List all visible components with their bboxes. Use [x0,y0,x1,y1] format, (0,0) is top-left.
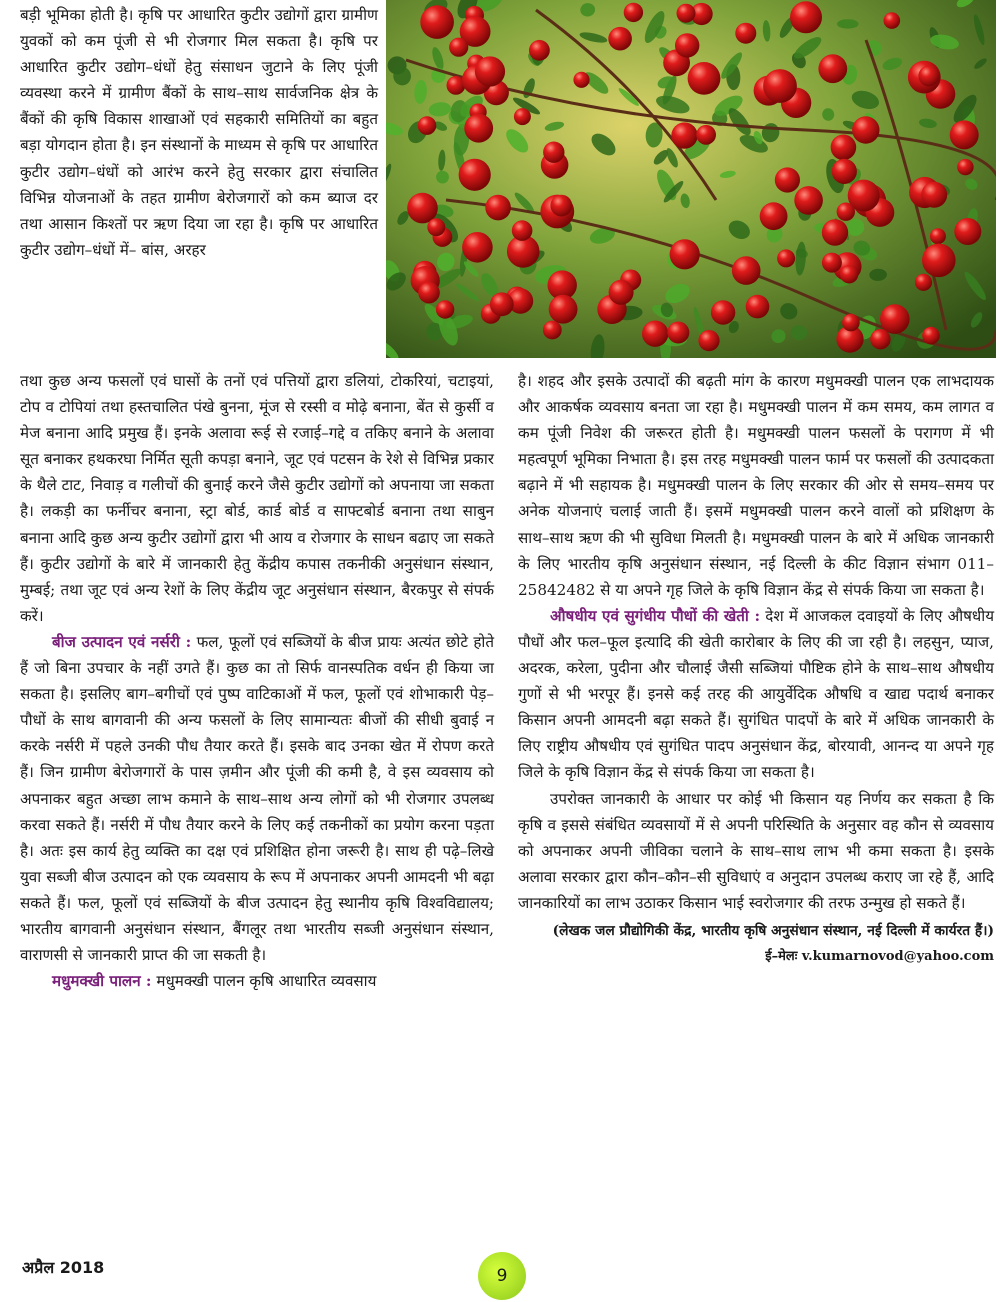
top-paragraph: बड़ी भूमिका होती है। कृषि पर आधारित कुटीर उद्योगों द्वारा ग्रामीण युवकों को कम पूंजी से भी रोजगार मिल सकता है। कृषि पर आधारित कुटीर उद्योग–धंधों हेतु संसाधन जुटाने के लिए पूंजी व्यवस्था करने में ग्रामीण बैंकों के साथ–साथ सार्वजनिक क्षेत्र के बैंकों की कृषि विकास शाखाओं एवं सहकारी समितियों का बहुत बड़ा योगदान होता है। इन संस्थानों के माध्यम से कृषि पर आधारित कुटीर उद्योग–धंधों को आरंभ करने हेतु सरकार द्वारा संचालित विभिन्न योजनाओं के तहत ग्रामीण बेरोजगारों को कम ब्याज दर तथा आसान किश्तों पर ऋण दिया जा रहा है। कृषि पर आधारित कुटीर उद्योग–धंधों में– बांस, अरहर [20,6,378,259]
berry-shape [550,195,572,217]
berry-shape [760,202,788,230]
page-number: 9 [478,1252,526,1300]
berry-shape [490,292,514,316]
herbal-text: देश में आजकल दवाइयों के लिए औषधीय पौधों और फल–फूल इत्यादि की खेती कारोबार के लिए की जा रही है। लहसुन, प्याज, अदरक, करेला, पुदीना और चौलाई जैसी सब्जियां पौष्टिक होने के साथ–साथ औषधीय गुणों से भी भरपूर हैं। इनसे कई तरह की आयुर्वेदिक औषधि व खाद्य पदार्थ बनाकर किसान अपनी आमदनी बढ़ा सकते हैं। सुगंधित पादपों के बारे में अधिक जानकारी के लिए राष्ट्रीय औषधीय एवं सुगंधित पादप अनुसंधान केंद्र, बोरयावी, आनन्द या अपने गृह जिले के कृषि विज्ञान केंद्र से संपर्क किया जा सकता है। [518,606,995,782]
berry-shape [608,27,632,51]
berry-shape [763,69,797,103]
berry-shape [529,40,550,61]
berry-shape [688,62,721,95]
berry-shape [543,142,564,163]
berry-shape [840,265,858,283]
berry-shape [922,327,940,345]
nursery-heading: बीज उत्पादन एवं नर्सरी : [52,632,192,651]
nursery-text: फल, फूलों एवं सब्जियों के बीज प्रायः अत्यंत छोटे होते हैं जो बिना उपचार के नहीं उगते हैं। कुछ का तो सिर्फ वानस्पतिक वर्धन ही किया जा सकता है। इसलिए बाग–बगीचों एवं पुष्प वाटिकाओं में फल, फूलों एवं शोभाकारी पेड़–पौधों के साथ बागवानी की अन्य फसलों के लिए सामान्यतः बीजों की सीधी बुवाई न करके नर्सरी में पहले उनकी पौध तैयार करते हैं। इसके बाद उनका खेत में रोपण करते हैं। जिन ग्रामीण बेरोजगारों के पास ज़मीन और पूंजी की कमी है, वे इस व्यवसाय को अपनाकर बहुत अच्छा लाभ कमाने के साथ–साथ अन्य लोगों को भी रोजगार उपलब्ध करवा सकते हैं। नर्सरी में पौध तैयार करने के लिए कई तकनीकों का प्रयोग करना पड़ता है। अतः इस कार्य हेतु व्यक्ति का दक्ष एवं प्रशिक्षित होना जरूरी है। साथ ही पढ़े–लिखे युवा सब्जी बीज उत्पादन को एक व्यवसाय के रूप में अपनाकर अपनी आमदनी भी बढ़ा सकते हैं। फल, फूलों एवं सब्जियों के बीज उत्पादन हेतु स्थानीय कृषि विश्वविद्यालय; भारतीय बागवानी अनुसंधान संस्थान, बैंगलूर तथा भारतीय सब्जी अनुसंधान संस्थान, वाराणसी से जानकारी प्राप्त की जा सकती है। [20,632,494,965]
berry-shape [880,304,910,334]
berry-shape [670,239,700,269]
berry-shape [642,321,668,347]
berry-shape [475,56,505,86]
berry-shape [418,282,440,304]
leaf-shape [837,19,859,28]
berry-shape [609,280,634,305]
berry-shape [671,122,697,148]
berry-shape [420,5,454,39]
berry-shape [852,116,879,143]
author-email-line [518,946,994,964]
berry-shape [822,253,842,273]
berry-shape [950,120,979,149]
berry-shape [675,33,699,57]
berry-shape [696,125,716,145]
berry-shape [954,218,981,245]
berry-shape [462,232,493,263]
berry-shape [464,114,493,143]
berry-shape [884,12,901,29]
email-label: ई–मेलः [765,948,798,964]
berry-shape [485,195,511,221]
berry-shape [436,300,454,318]
berry-shape [746,295,770,319]
berry-shape [449,38,468,57]
berry-shape [930,228,946,244]
berry-shape [775,167,800,192]
berry-shape [832,159,857,184]
beekeeping-section-start [20,968,494,994]
berry-shape [512,220,533,241]
herbal-heading: औषधीय एवं सुगंधीय पौधों की खेती : [550,606,761,625]
top-paragraph-block [20,2,378,263]
herbal-section [518,603,994,786]
berry-shape [922,243,956,277]
right-column [518,368,994,964]
berry-shape [822,219,848,245]
email-address[interactable]: v.kumarnovod@yahoo.com [801,948,994,964]
berry-shape [549,295,578,324]
conclusion-paragraph: उपरोक्त जानकारी के आधार पर कोई भी किसान यह निर्णय कर सकता है कि कृषि व इससे संबंधित व्यवसायों में से अपनी परिस्थिति के अनुसार वह कौन से व्यवसाय को अपनाकर अपनी जीविका चलाने के साथ–साथ लाभ भी कमा सकता है। इसके अलावा सरकार द्वारा कौन–कौन–सी सुविधाएं व अनुदान उपलब्ध कराए जा रहे हैं, आदि जानकारियों का लाभ उठाकर किसान भाई स्वरोजगार की तरफ उन्मुख हो सकते हैं। [518,789,994,912]
berry-shape [918,65,939,86]
beekeeping-heading: मधुमक्खी पालन : [52,972,152,991]
berry-shape [698,330,719,351]
author-credit: (लेखक जल प्रौद्योगिकी केंद्र, भारतीय कृषि अनुसंधान संस्थान, नई दिल्ली में कार्यरत हैं।) [552,922,994,939]
berry-shape [735,23,756,44]
berry-shape [831,135,857,161]
berry-shape [677,4,696,23]
berry-shape [427,218,445,236]
beekeeping-text-right: है। शहद और इसके उत्पादों की बढ़ती मांग के कारण मधुमक्खी पालन एक लाभदायक और आकर्षक व्यवसाय बनता जा रहा है। मधुमक्खी पालन में कम समय, कम लागत व कम पूंजी निवेश की जरूरत होती है। मधुमक्खी पालन फसलों के परागण में भी महत्वपूर्ण भूमिका निभाता है। इस तरह मधुमक्खी पालन फार्म पर फसलों की उत्पादकता बढ़ाने में भी सहायक है। मधुमक्खी पालन के लिए सरकार की ओर से समय–समय पर अनेक योजनाएं चलाई जाती हैं। इसमें मधुमक्खी पालन करने वालों को प्रशिक्षण के साथ–साथ ऋण की भी सुविधा मिलती है। मधुमक्खी पालन के बारे में अधिक जानकारी के लिए भारतीय कृषि अनुसंधान संस्थान, नई दिल्ली के कीट विज्ञान संभाग 011–25842482 से या अपने गृह जिले के कृषि विज्ञान केंद्र से संपर्क किया जा सकता है। [518,372,994,599]
berry-shape [777,249,795,267]
hawthorn-berries-photo [386,0,996,358]
berry-shape [957,159,973,175]
beekeeping-text-left: मधुमक्खी पालन कृषि आधारित व्यवसाय [151,972,377,991]
berry-shape [837,203,855,221]
left-column-paragraph: तथा कुछ अन्य फसलों एवं घासों के तनों एवं पत्तियों द्वारा डलियां, टोकरियां, चटाइयां, टोप व टोपियां तथा हस्तचालित पंखे बुनना, मूंज से रस्सी व मोढ़े बनाना, बेंत से कुर्सी व मेज बनाना आदि प्रमुख हैं। इनके अलावा रूई से रजाई–गद्दे व तकिए बनाने के अलावा सूत बनाकर हथकरघा निर्मित सूती कपड़ा बनाने, जूट एवं पटसन के रेशे से विभिन्न प्रकार के थैले टाट, निवाड़ व गलीचों की बुनाई करने जैसे कुटीर उद्योगों को अपनाया जा सकता है। लकड़ी का फर्नीचर बनाना, स्ट्रा बोर्ड, कार्ड बोर्ड व साफ्टबोर्ड बनाना तथा साबुन बनाना आदि कुछ अन्य कुटीर उद्योगों द्वारा भी आय व रोजगार के साधन बढाए जा सकते हैं। कुटीर उद्योगों के बारे में जानकारी हेतु केंद्रीय कपास तकनीकी अनुसंधान संस्थान, मुम्बई; तथा जूट एवं अन्य रेशों के लिए केंद्रीय जूट अनुसंधान संस्थान, बैरकपुर से संपर्क करें। [20,372,494,625]
berry-shape [711,300,735,324]
issue-date: अप्रैल 2018 [22,1258,105,1277]
berry-shape [790,1,822,33]
berry-shape [915,274,932,291]
berry-shape [624,3,643,22]
berry-shape [514,108,531,125]
berry-shape [921,182,947,208]
berry-shape [459,159,491,191]
berry-shape [870,329,890,349]
berry-shape [667,322,689,344]
berry-shape [818,54,847,83]
left-column [20,368,494,994]
berry-shape [732,256,761,285]
berry-shape [543,321,562,340]
berry-shape [418,116,437,135]
berry-shape [573,72,589,88]
berry-shape [794,186,823,215]
berry-shape [842,314,860,332]
berries-image [386,0,996,358]
nursery-section [20,629,494,968]
